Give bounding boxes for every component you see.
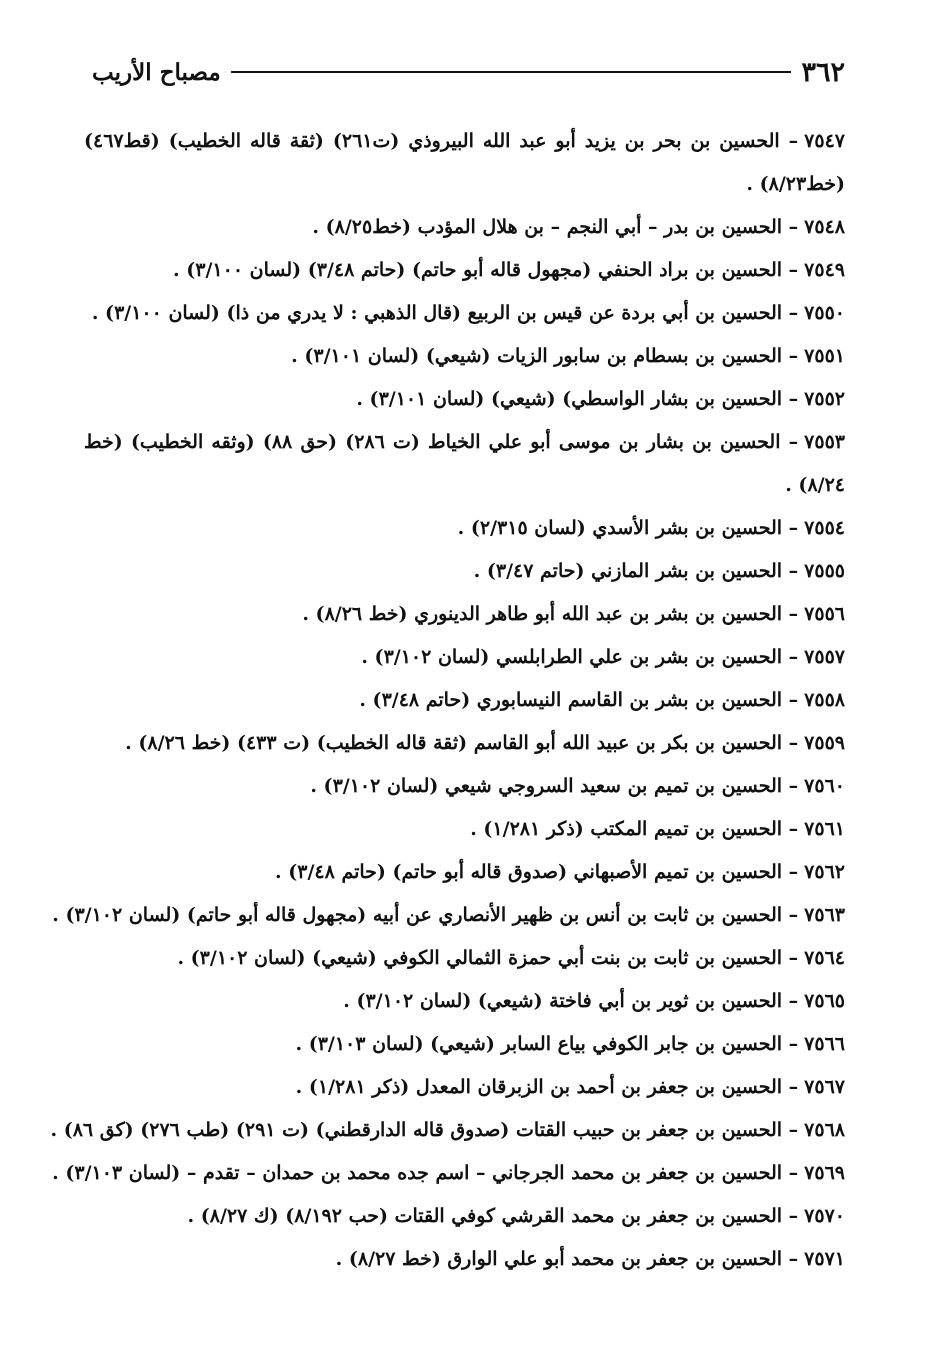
entry-text: – الحسين بن جعفر بن حبيب القتات (صدوق قاله الدارقطني) (ت ٢٩١) (طب ٢٧٦) (كق ٨٦) .: [50, 1119, 799, 1141]
entry-number: ٧٥٦٩: [804, 1162, 845, 1184]
entry-number: ٧٥٧٠: [804, 1205, 845, 1227]
entry-item: [84, 937, 845, 980]
entry-number: ٧٥٥٢: [804, 388, 845, 410]
entry-text: – الحسين بن بكر بن عبيد الله أبو القاسم (ثقة قاله الخطيب) (ت ٤٣٣) (خط ٨/٢٦) .: [125, 732, 799, 754]
entry-item: [84, 378, 845, 421]
entry-text: – الحسين بن بشر بن علي الطرابلسي (لسان ٣/١٠٢) .: [361, 646, 799, 668]
entry-number: ٧٥٦٣: [804, 904, 845, 926]
entry-item: [52, 1152, 845, 1195]
entry-number: ٧٥٦٧: [804, 1076, 845, 1098]
entry-text: – الحسين بن جعفر بن محمد القرشي كوفي القتات (حب ٨/١٩٢) (ك ٨/٢٧) .: [187, 1205, 799, 1227]
entry-number: ٧٥٥٠: [804, 302, 845, 324]
entry-number: ٧٥٥٣: [804, 431, 845, 453]
entry-text: – الحسين بن بشر بن عبد الله أبو طاهر الدينوري (خط ٨/٢٦) .: [302, 603, 799, 625]
entry-text: – الحسين بن بشر المازني (حاتم ٣/٤٧) .: [473, 560, 799, 582]
entry-number: ٧٥٦٥: [804, 990, 845, 1012]
entry-number: ٧٥٥٦: [804, 603, 845, 625]
entry-item: [84, 636, 845, 679]
entry-text: – الحسين بن أبي بردة عن قيس بن الربيع (قال الذهبي : لا يدري من ذا) (لسان ٣/١٠٠) .: [91, 302, 799, 324]
entry-number: ٧٥٥٧: [804, 646, 845, 668]
entry-number: ٧٥٦٢: [804, 861, 845, 883]
entry-item: [84, 593, 845, 636]
entry-text: – الحسين بن ثابت بن أنس بن ظهير الأنصاري عن أبيه (مجهول قاله أبو حاتم) (لسان ٣/١٠٢) .: [52, 904, 799, 926]
entry-text: – الحسين بن بشار بن موسى أبو علي الخياط (ت ٢٨٦) (حق ٨٨) (وثقه الخطيب) (خط ٨/٢٤) .: [84, 431, 845, 496]
entry-item: [52, 894, 845, 937]
book-title: مصباح الأريب: [92, 58, 221, 86]
entry-text: – الحسين بن براد الحنفي (مجهول قاله أبو حاتم) (حاتم ٣/٤٨) (لسان ٣/١٠٠) .: [173, 259, 799, 281]
entry-number: ٧٥٥٩: [804, 732, 845, 754]
entry-number: ٧٥٤٧: [804, 130, 845, 152]
entry-item: [84, 421, 845, 507]
entry-text: – الحسين بن جابر الكوفي بياع السابر (شيعي) (لسان ٣/١٠٣) .: [295, 1033, 799, 1055]
entry-text: – الحسين بن تميم المكتب (ذكر ١/٢٨١) .: [470, 818, 799, 840]
entry-number: ٧٥٥٥: [804, 560, 845, 582]
entry-item: [84, 679, 845, 722]
entry-number: ٧٥٥٨: [804, 689, 845, 711]
entry-text: – الحسين بن بشار الواسطي) (شيعي) (لسان ٣/١٠١) .: [356, 388, 799, 410]
entry-number: ٧٥٦٦: [804, 1033, 845, 1055]
entry-number: ٧٥٦١: [804, 818, 845, 840]
entry-text: – الحسين بن بدر – أبي النجم – بن هلال المؤدب (خط٨/٢٥) .: [312, 216, 799, 238]
entry-item: [84, 507, 845, 550]
entry-number: ٧٥٤٩: [804, 259, 845, 281]
entry-item: [84, 980, 845, 1023]
page-number: ٣٦٢: [801, 56, 845, 88]
entry-item: [84, 851, 845, 894]
entry-item: [84, 249, 845, 292]
header-rule: [231, 71, 792, 73]
entry-number: ٧٥٦٨: [804, 1119, 845, 1141]
entry-number: ٧٥٦٤: [804, 947, 845, 969]
entry-number: ٧٥٥١: [804, 345, 845, 367]
entry-text: – الحسين بن بشر بن القاسم النيسابوري (حاتم ٣/٤٨) .: [359, 689, 799, 711]
entry-text: – الحسين بن بسطام بن سابور الزيات (شيعي) (لسان ٣/١٠١) .: [291, 345, 799, 367]
entry-item: [84, 765, 845, 808]
entry-text: – الحسين بن جعفر بن أحمد بن الزبرقان المعدل (ذكر ١/٢٨١) .: [295, 1076, 799, 1098]
entry-item: [84, 550, 845, 593]
entry-number: ٧٥٧١: [804, 1248, 845, 1270]
running-header: [92, 52, 845, 92]
entry-item: [84, 292, 845, 335]
entry-text: – الحسين بن تميم الأصبهاني (صدوق قاله أبو حاتم) (حاتم ٣/٤٨) .: [275, 861, 799, 883]
entry-item: [84, 120, 845, 206]
entry-item: [84, 1195, 845, 1238]
entry-item: [84, 1066, 845, 1109]
entry-item: [84, 808, 845, 851]
entry-item: [84, 1238, 845, 1281]
entry-number: ٧٥٦٠: [804, 775, 845, 797]
entry-text: – الحسين بن جعفر بن محمد أبو علي الوارق (خط ٨/٢٧) .: [335, 1248, 799, 1270]
entry-number: ٧٥٤٨: [804, 216, 845, 238]
entry-text: – الحسين بن جعفر بن محمد الجرجاني – اسم جده محمد بن حمدان – تقدم – (لسان ٣/١٠٣) .: [52, 1162, 799, 1184]
entry-item: [84, 1023, 845, 1066]
entry-text: – الحسين بن ثوير بن أبي فاختة (شيعي) (لسان ٣/١٠٢) .: [343, 990, 799, 1012]
entry-number: ٧٥٥٤: [804, 517, 845, 539]
entry-text: – الحسين بن تميم بن سعيد السروجي شيعي (لسان ٣/١٠٢) .: [310, 775, 799, 797]
entry-text: – الحسين بن بحر بن يزيد أبو عبد الله البيروذي (ت٢٦١) (ثقة قاله الخطيب) (قط٤٦٧) (خط٨/٢٣) .: [84, 130, 845, 195]
entry-item: [84, 335, 845, 378]
entry-list: [50, 120, 845, 1281]
entry-item: [84, 206, 845, 249]
entry-text: – الحسين بن ثابت بن بنت أبي حمزة الثمالي الكوفي (شيعي) (لسان ٣/١٠٢) .: [177, 947, 799, 969]
entry-item: [84, 722, 845, 765]
entry-item: [50, 1109, 845, 1152]
entry-text: – الحسين بن بشر الأسدي (لسان ٢/٣١٥) .: [457, 517, 799, 539]
